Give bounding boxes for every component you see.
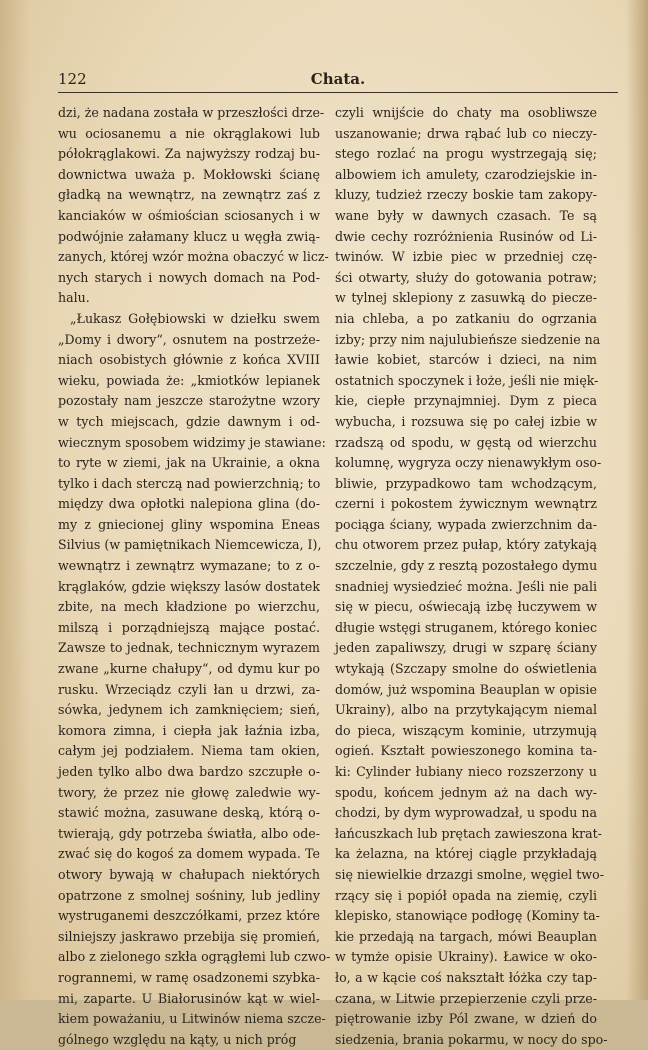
text-line: ławie kobiet, starców i dzieci, na nim [335, 352, 597, 368]
text-line: wieku, powiada że: „kmiotków lepianek [58, 372, 320, 388]
text-line: komora zimna, i ciepła jak łaźnia izba, [58, 722, 320, 738]
text-line: Silvius (w pamiętnikach Niemcewicza, I), [58, 537, 322, 553]
text-line: ka żelazna, na której ciągle przykładają [335, 846, 597, 862]
text-line: do pieca, wiszącym kominie, utrzymują [335, 722, 597, 738]
text-line: zwane „kurne chałupy“, od dymu kur po [58, 661, 320, 677]
text-line: klepisko, stanowiące podłogę (Kominy ta- [335, 908, 600, 924]
text-line: pociąga ściany, wypada zwierzchnim da- [335, 516, 597, 532]
text-line: stego rozlać na progu wystrzegają się; [335, 146, 597, 162]
text-line: rzadszą od spodu, w gęstą od wierzchu [335, 434, 597, 450]
text-line: wewnątrz i zewnątrz wymazane; to z o- [58, 558, 320, 574]
text-line: ło, a w kącie coś nakształt łóżka czy tap- [335, 969, 597, 985]
text-line: ogień. Kształt powieszonego komina ta- [335, 743, 597, 759]
text-line: kanciaków w ośmiościan sciosanych i w [58, 207, 320, 223]
text-line: w tymże opisie Ukrainy). Ławice w oko- [335, 949, 597, 965]
text-line: otwory bywają w chałupach niektórych [58, 866, 320, 882]
text-line: „Domy i dwory“, osnutem na postrzeże- [58, 331, 320, 347]
text-line: ki: Cylinder łubiany nieco rozszerzony u [335, 764, 597, 779]
running-title: Chata. [310, 70, 366, 88]
text-line: w tych miejscach, gdzie dawnym i od- [58, 413, 320, 429]
text-line: Zawsze to jednak, technicznym wyrazem [58, 640, 320, 656]
text-line: kie przedają na targach, mówi Beauplan [335, 928, 597, 944]
text-line: gładką na wewnątrz, na zewnątrz zaś z [58, 187, 320, 203]
text-line: opatrzone z smolnej sośniny, lub jedliny [58, 887, 320, 903]
text-line: szczelnie, gdy z resztą pozostałego dymu [335, 558, 598, 574]
text-line: półokrąglakowi. Za najwyższy rodzaj bu- [58, 146, 320, 162]
text-line: my z gniecionej gliny wspomina Eneas [58, 516, 320, 532]
text-line: podwójnie załamany klucz u węgła zwią- [58, 228, 320, 244]
text-line: dzi, że nadana została w przeszłości drze- [58, 105, 325, 120]
text-line: wtykają (Szczapy smolne do oświetlenia [335, 661, 597, 677]
text-line: kie, ciepłe przynajmniej. Dym z pieca [335, 393, 597, 409]
text-line: mi, zaparte. U Białorusinów kąt w wiel- [58, 990, 320, 1006]
text-line: czyli wnijście do chaty ma osobliwsze [335, 105, 597, 120]
text-line: dwie cechy rozróżnienia Rusinów od Li- [335, 228, 597, 244]
text-line: zbite, na mech kładzione po wierzchu, [58, 599, 320, 615]
text-line: zanych, której wzór można obaczyć w licz- [58, 249, 329, 265]
text-line: silniejszy jaskrawo przebija się promień, [58, 928, 320, 944]
text-line: snadniej wysiedzieć można. Jeśli nie pali [335, 578, 597, 594]
text-line: wiecznym sposobem widzimy je stawiane: [58, 434, 326, 450]
text-line: łańcuszkach lub prętach zawieszona krat- [335, 825, 602, 841]
text-line: halu. [58, 290, 90, 306]
text-line: twory, że przez nie głowę zaledwie wy- [58, 784, 320, 800]
text-line: milszą i porządniejszą mające postać. [58, 619, 320, 635]
text-line: gólnego względu na kąty, u nich próg [58, 1031, 297, 1047]
text-line: czana, w Litwie przepierzenie czyli prze- [335, 990, 597, 1006]
text-line: wu ociosanemu a nie okrąglakowi lub [58, 125, 320, 141]
right-text-column [335, 103, 608, 1050]
text-line: to ryte w ziemi, jak na Ukrainie, a okna [58, 455, 320, 471]
text-line: zwać się do kogoś za domem wypada. Te [58, 846, 320, 862]
text-line: kluzy, tudzież rzeczy boskie tam zakopy- [335, 187, 597, 203]
text-line: albo z zielonego szkła ogrągłemi lub czwo- [58, 949, 331, 965]
page-header [58, 70, 618, 94]
text-line: ści otwarty, służy do gotowania potraw; [335, 269, 597, 285]
text-line: kolumnę, wygryza oczy nienawykłym oso- [335, 455, 602, 471]
text-line: Ukrainy), albo na przytykającym niemal [335, 702, 597, 718]
text-line: niach osobistych głównie z końca XVIII [58, 352, 320, 368]
header-rule [58, 92, 618, 93]
text-line: albowiem ich amulety, czarodziejskie in- [335, 166, 597, 182]
text-line: rogrannemi, w ramę osadzonemi szybka- [58, 969, 320, 985]
text-line: wane były w dawnych czasach. Te są [335, 207, 597, 223]
text-line: ostatnich spoczynek i łoże, jeśli nie mięk- [335, 372, 599, 388]
text-line: twierają, gdy potrzeba światła, albo ode- [58, 825, 320, 841]
text-line: domów, już wspomina Beauplan w opisie [335, 681, 597, 697]
text-line: jeden tylko albo dwa bardzo szczupłe o- [58, 764, 320, 779]
left-text-column [58, 103, 331, 1050]
text-line: wystruganemi deszczółkami, przez które [58, 908, 320, 924]
text-line: długie wstęgi struganem, którego koniec [335, 619, 597, 635]
text-line: izby; przy nim najulubieńsze siedzenie na [335, 331, 601, 347]
text-line: krąglaków, gdzie większy lasów dostatek [58, 578, 320, 594]
text-line: „Łukasz Gołębiowski w dziełku swem [70, 310, 320, 326]
text-line: kiem poważaniu, u Litwinów niema szcze- [58, 1011, 326, 1027]
text-line: stawić można, zasuwane deską, którą o- [58, 805, 320, 821]
text-line: spodu, końcem jednym aż na dach wy- [335, 784, 597, 800]
text-line: rzący się i popiół opada na ziemię, czyli [335, 887, 597, 903]
text-line: w tylnej sklepiony z zasuwką do pieczе- [335, 290, 597, 306]
text-line: się w piecu, oświecają izbę łuczywem w [335, 599, 597, 615]
text-line: jeden zapaliwszy, drugi w szparę ściany [335, 640, 597, 656]
text-line: downictwa uważa p. Mokłowski ścianę [58, 166, 320, 182]
text-line: między dwa opłotki nalepiona glina (do- [58, 496, 320, 512]
text-line: rusku. Wrzeciądz czyli łan u drzwi, za- [58, 681, 320, 697]
text-line: siedzenia, brania pokarmu, w nocy do spo- [335, 1031, 608, 1047]
text-line: nia chleba, a po zatkaniu do ogrzania [335, 310, 597, 326]
text-line: nych starych i nowych domach na Pod- [58, 269, 320, 285]
text-line: czerni i pokostem żywicznym wewnątrz [335, 496, 597, 512]
text-line: się niewielkie drzazgi smolne, węgiel two- [335, 866, 604, 882]
text-line: chu otworem przez pułap, który zatykają [335, 537, 597, 553]
text-line: całym jej podziałem. Niema tam okien, [58, 743, 320, 759]
text-line: pozostały nam jeszcze starożytne wzory [58, 393, 320, 409]
text-line: sówka, jedynem ich zamknięciem; sień, [58, 702, 320, 718]
text-line: tylko i dach sterczą nad powierzchnią; to [58, 475, 321, 491]
text-line: uszanowanie; drwa rąbać lub co nieczy- [335, 125, 597, 141]
page-number: 122 [58, 70, 87, 88]
text-line: chodzi, by dym wyprowadzał, u spodu na [335, 805, 597, 821]
text-line: twinów. W izbie piec w przedniej czę- [335, 249, 597, 265]
text-line: wybucha, i rozsuwa się po całej izbie w [335, 413, 597, 429]
text-line: piętrowanie izby Pól zwane, w dzień do [335, 1011, 597, 1027]
text-line: bliwie, przypadkowo tam wchodzącym, [335, 475, 597, 491]
